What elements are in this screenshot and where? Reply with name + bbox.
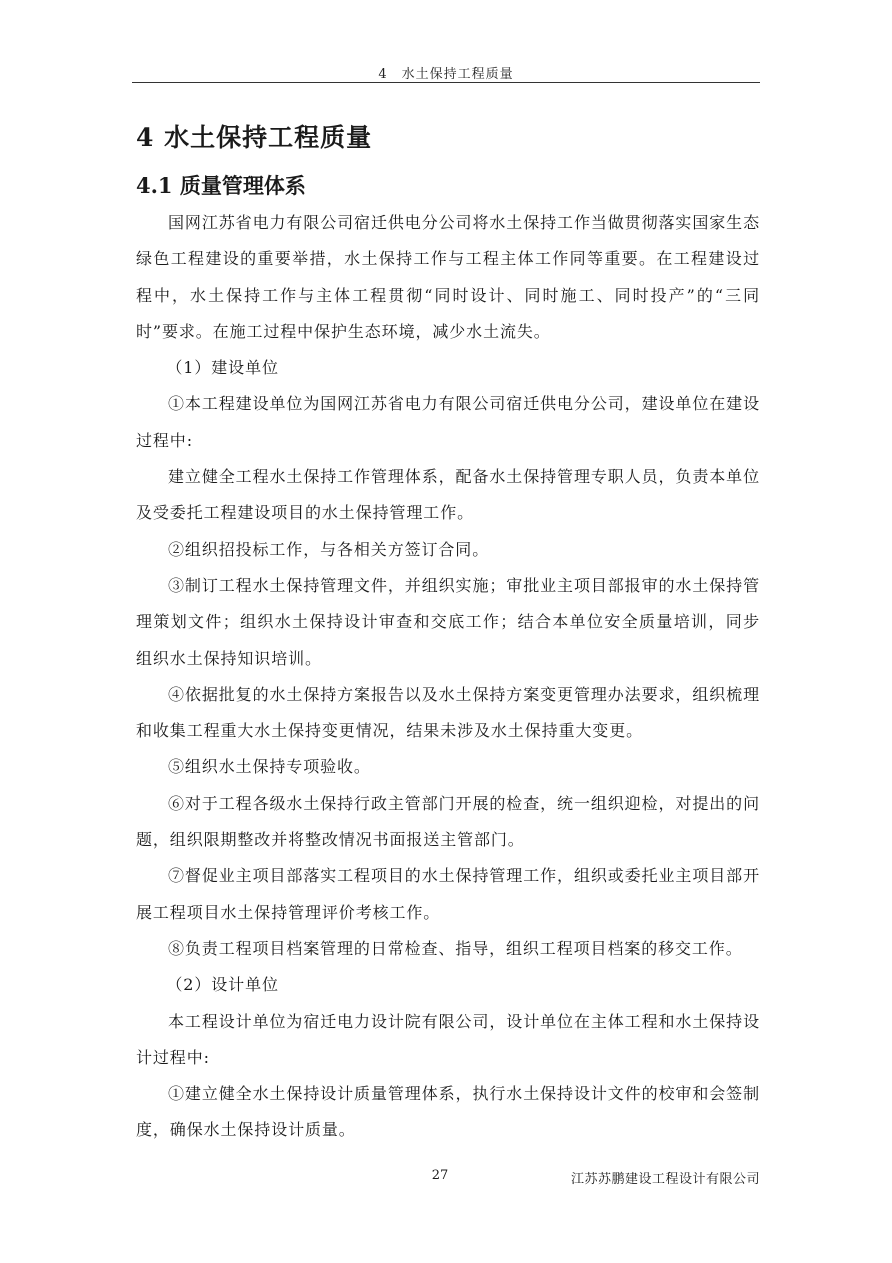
paragraph-item-4: ④依据批复的水土保持方案报告以及水土保持方案变更管理办法要求，组织梳理和收集工程重大水土保持变更情况，结果未涉及水土保持重大变更。 bbox=[136, 684, 760, 741]
paragraph-item-5: ⑤组织水土保持专项验收。 bbox=[168, 757, 371, 777]
paragraph-intro: 国网江苏省电力有限公司宿迁供电分公司将水土保持工作当做贯彻落实国家生态绿色工程建设的重要举措，水土保持工作与工程主体工作同等重要。在工程建设过程中，水土保持工作与主体工程贯彻“同时设计、同时施工、同时投产”的“三同时”要求。在施工过程中保护生态环境，减少水土流失。 bbox=[136, 213, 760, 341]
page-body bbox=[136, 118, 760, 1149]
paragraph-item-1-detail: 建立健全工程水土保持工作管理体系，配备水土保持管理专职人员，负责本单位及受委托工程建设项目的水土保持管理工作。 bbox=[136, 467, 760, 523]
paragraph-design-item-1: ①建立健全水土保持设计质量管理体系，执行水土保持设计文件的校审和会签制度，确保水土保持设计质量。 bbox=[136, 1084, 760, 1140]
paragraph-item-2: ②组织招投标工作，与各相关方签订合同。 bbox=[168, 539, 490, 559]
section-title: 4.1 质量管理体系 bbox=[136, 173, 306, 198]
subheading-design-unit: （2）设计单位 bbox=[166, 975, 279, 995]
footer-company-name: 江苏苏鹏建设工程设计有限公司 bbox=[570, 1172, 760, 1187]
running-header: 4 水土保持工程质量 bbox=[378, 67, 514, 82]
paragraph-item-3: ③制订工程水土保持管理文件，并组织实施；审批业主项目部报审的水土保持管理策划文件；组织水土保持设计审查和交底工作；结合本单位安全质量培训，同步组织水土保持知识培训。 bbox=[136, 575, 760, 668]
paragraph-design-intro: 本工程设计单位为宿迁电力设计院有限公司，设计单位在主体工程和水土保持设计过程中: bbox=[136, 1011, 760, 1067]
paragraph-item-6: ⑥对于工程各级水土保持行政主管部门开展的检查，统一组织迎检，对提出的问题，组织限期整改并将整改情况书面报送主管部门。 bbox=[136, 793, 760, 850]
paragraph-item-1: ①本工程建设单位为国网江苏省电力有限公司宿迁供电分公司，建设单位在建设过程中: bbox=[136, 394, 760, 450]
paragraph-item-8: ⑧负责工程项目档案管理的日常检查、指导，组织工程项目档案的移交工作。 bbox=[168, 938, 743, 958]
header-divider bbox=[132, 82, 760, 83]
paragraph-item-7: ⑦督促业主项目部落实工程项目的水土保持管理工作，组织或委托业主项目部开展工程项目水土保持管理评价考核工作。 bbox=[136, 866, 760, 922]
chapter-title: 4 水土保持工程质量 bbox=[136, 123, 373, 152]
subheading-construction-unit: （1）建设单位 bbox=[166, 358, 279, 378]
page-number: 27 bbox=[431, 1168, 449, 1183]
